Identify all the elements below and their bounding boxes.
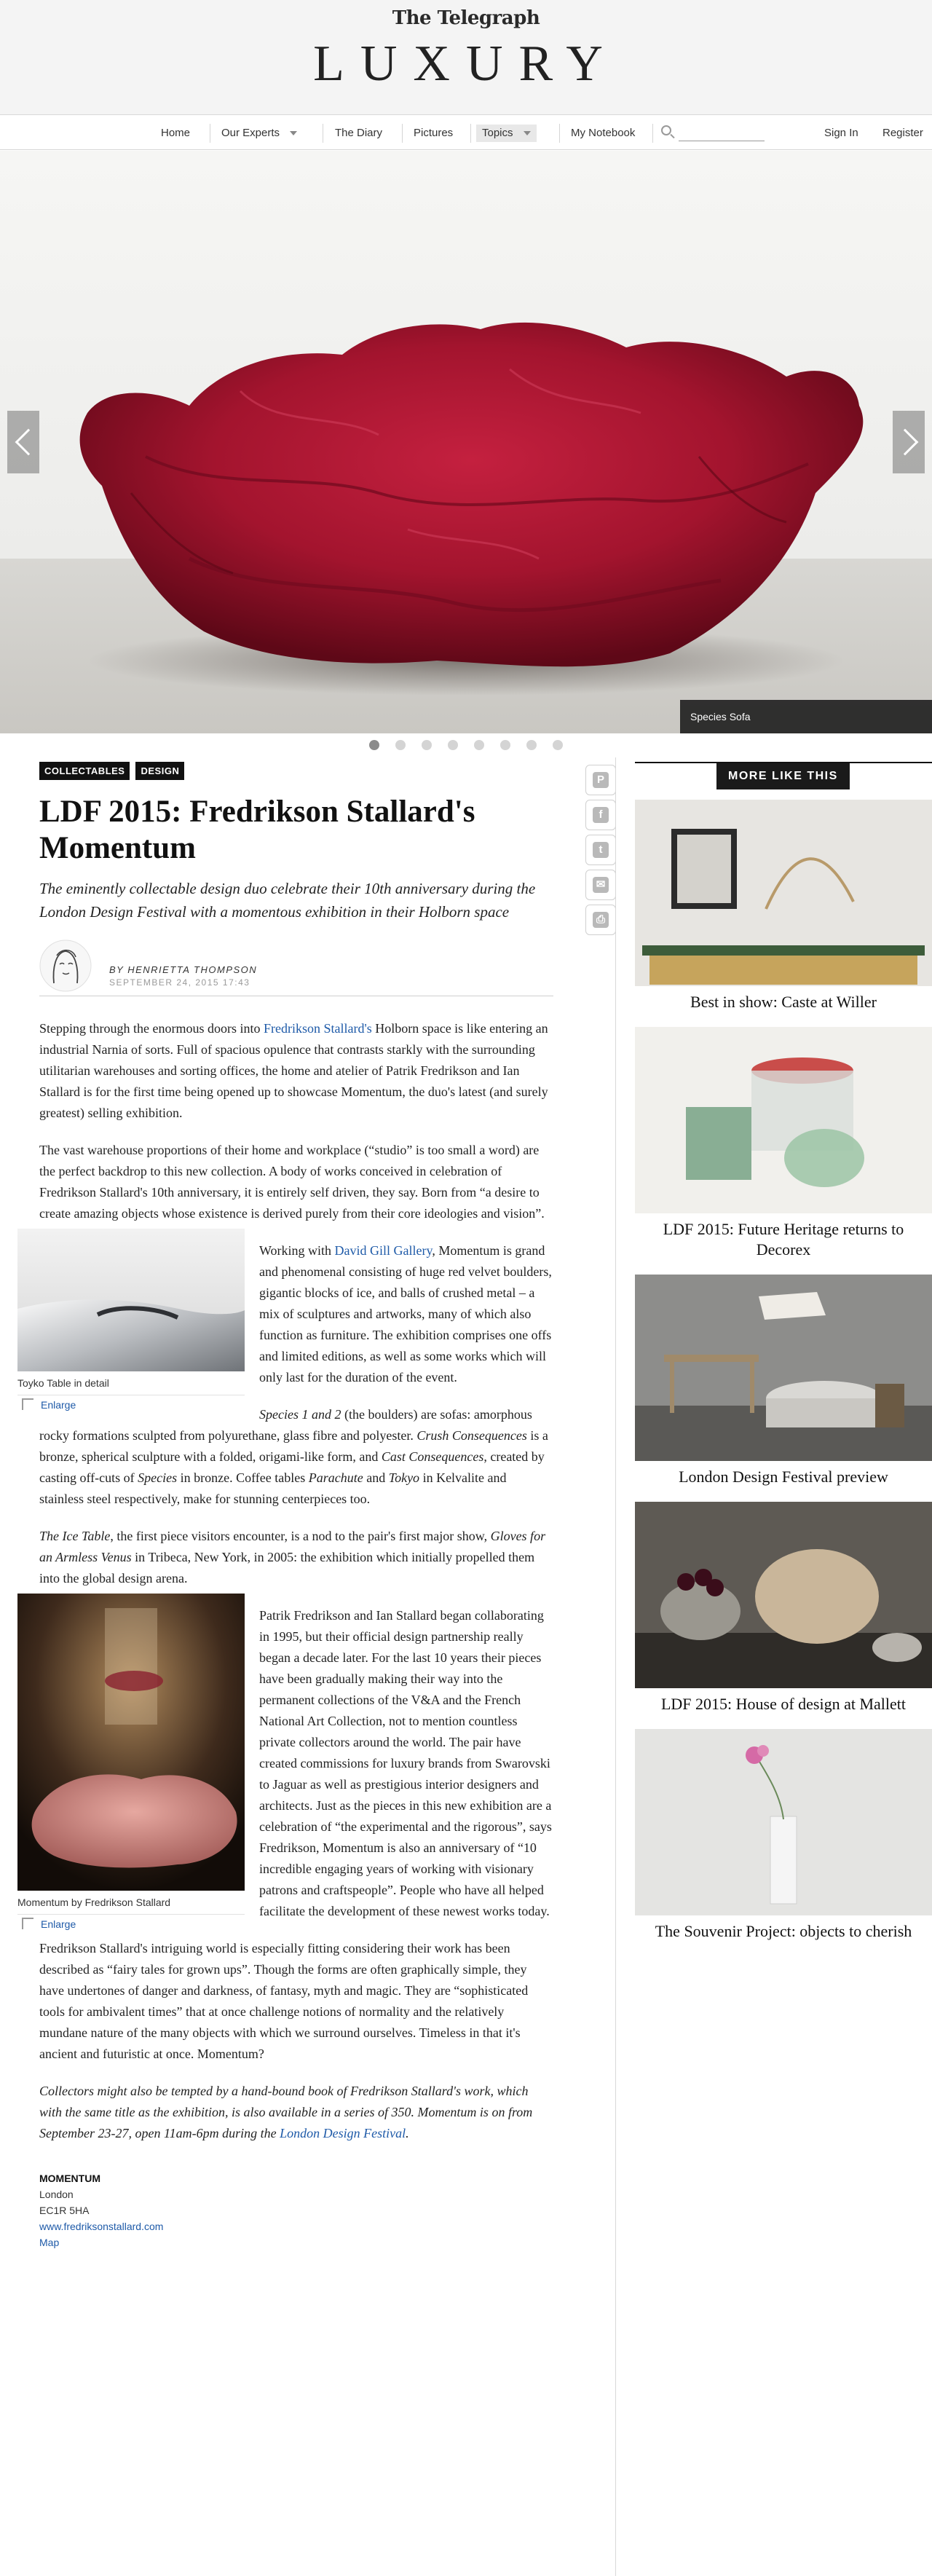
byline — [39, 935, 553, 996]
chevron-down-icon — [290, 131, 297, 135]
nav-my-notebook[interactable]: My Notebook — [571, 127, 636, 139]
share-rail — [585, 765, 616, 940]
event-title: MOMENTUM — [39, 2173, 100, 2184]
nav-separator — [559, 124, 560, 143]
related-card[interactable] — [635, 1275, 932, 1492]
fredrikson-stallard-link[interactable]: Fredrikson Stallard's — [263, 1021, 372, 1036]
related-title[interactable]: LDF 2015: Future Heritage returns to Decorex — [663, 1220, 904, 1259]
event-postcode: EC1R 5HA — [39, 2205, 90, 2216]
nav-separator — [470, 124, 471, 143]
text-run: and — [363, 1470, 389, 1485]
article-headline: LDF 2015: Fredrikson Stallard's Momentum — [39, 795, 475, 865]
event-city: London — [39, 2189, 74, 2200]
related-title[interactable]: The Souvenir Project: objects to cherish — [655, 1922, 912, 1940]
article-tags — [39, 762, 553, 782]
facebook-share-button[interactable] — [585, 800, 616, 830]
text-run: Species — [138, 1470, 178, 1485]
paragraph: Patrik Fredrikson and Ian Stallard began collaborating in 1995, but their official design partnership really began a decade later. For the last 10 years their pieces have been gradually making their way into the permanent collections of the V&A and the French National Art Collection, not to mention countless private collectors around the world. The pair have created commissions for luxury brands from Swarovski to Jaguar as well as prestigious interior designers and architects. Just as the pieces in this new exhibition are a celebration of “the experimental and the rigorous”, says Fredrikson, Momentum is also an anniversary of “10 incredible engaging years of working with visionary patrons and craftspeople”. People who have all helped facilitate the development of these newest works today. — [259, 1608, 552, 1918]
next-slide-button[interactable] — [893, 411, 925, 473]
telegraph-logo[interactable]: The Telegraph — [392, 7, 540, 29]
related-thumbnail[interactable] — [635, 1275, 932, 1461]
nav-the-diary[interactable]: The Diary — [335, 127, 383, 139]
text-run: , Momentum is grand and phenomenal consisting of huge red velvet boulders, gigantic blocks of ice, and balls of crushed metal – a mix of sculptures and artworks, many of which also function as furniture. The exhibition comprises one offs and limited editions, as well as some works which will only last for the duration of the event. — [259, 1243, 552, 1384]
figure-tokyo-table — [17, 1229, 245, 1411]
pinterest-share-button[interactable] — [585, 765, 616, 795]
text-run: (the boulders) are sofas: amorphous rocky formations sculpted from polyurethane, glass fibre and polyester. — [39, 1407, 532, 1443]
figure-momentum — [17, 1594, 245, 1930]
pagination-dot[interactable] — [395, 740, 406, 750]
related-card[interactable] — [635, 1502, 932, 1719]
related-thumbnail[interactable] — [635, 800, 932, 986]
pagination-dot[interactable] — [369, 740, 379, 750]
article-body — [17, 1018, 553, 2144]
pagination-dot[interactable] — [448, 740, 458, 750]
sign-in-link[interactable]: Sign In — [824, 127, 858, 139]
enlarge-label: Enlarge — [41, 1918, 76, 1930]
nav-pictures[interactable]: Pictures — [414, 127, 454, 139]
nav-home[interactable]: Home — [161, 127, 191, 139]
event-map-link[interactable]: Map — [39, 2237, 60, 2248]
paragraph: Fredrikson Stallard's intriguing world is especially fitting considering their work has been described as “fairy tales for grown ups”. Though the forms are often graphically simple, they have undertones of danger and darkness, of fantasy, myth and magic. They are “sophisticated tools for ambivalent times” that at once challenge notions of normality and the relatively mundane nature of the many objects with which we surround ourselves. Timeless in that it's ancient and futuristic at once. Momentum? — [39, 1941, 529, 2061]
enlarge-button[interactable] — [17, 1395, 245, 1411]
twitter-share-button[interactable] — [585, 835, 616, 865]
enlarge-button[interactable] — [17, 1914, 245, 1930]
nav-our-experts-label: Our Experts — [221, 127, 280, 139]
event-website-link[interactable]: www.fredriksonstallard.com — [39, 2221, 164, 2232]
related-card[interactable] — [635, 1729, 932, 1946]
print-icon: ⎙ — [593, 912, 609, 928]
text-run: Tokyo — [388, 1470, 420, 1485]
more-like-this-title: MORE LIKE THIS — [716, 763, 850, 789]
text-run: Collectors might also be tempted by a hand-bound book of Fredrikson Stallard's work, which with the same title as the exhibition, is also available in a series of 350. Momentum is on from September 23-27, open 11am-6pm during the — [39, 2084, 533, 2140]
nav-separator — [402, 124, 403, 143]
facebook-icon: f — [593, 807, 609, 823]
luxury-section-title[interactable]: LUXURY — [313, 36, 619, 92]
pagination-dot[interactable] — [422, 740, 432, 750]
text-run: , created by casting off-cuts of — [39, 1449, 545, 1485]
publish-date: SEPTEMBER 24, 2015 17:43 — [109, 977, 250, 988]
search-icon[interactable] — [661, 125, 671, 135]
main-navigation — [0, 117, 932, 150]
article — [17, 762, 553, 2250]
pagination-dot[interactable] — [500, 740, 510, 750]
tag-collectables[interactable]: COLLECTABLES — [39, 762, 130, 780]
author-name[interactable]: BY HENRIETTA THOMPSON — [109, 964, 258, 975]
expand-icon — [22, 1918, 33, 1929]
tokyo-table-image[interactable] — [17, 1229, 245, 1371]
email-share-button[interactable] — [585, 870, 616, 900]
author-avatar[interactable] — [39, 940, 92, 992]
pagination-dot[interactable] — [553, 740, 563, 750]
hero-caption: Species Sofa — [680, 700, 932, 733]
text-run: . — [406, 2126, 409, 2140]
nav-topics-label: Topics — [482, 127, 513, 139]
related-title[interactable]: London Design Festival preview — [679, 1468, 888, 1486]
column-divider — [615, 757, 616, 2576]
related-card[interactable] — [635, 1027, 932, 1264]
related-title[interactable]: Best in show: Caste at Willer — [690, 993, 877, 1011]
figure-caption: Toyko Table in detail — [17, 1377, 109, 1389]
text-run: Parachute — [308, 1470, 363, 1485]
gallery-pagination — [0, 740, 932, 753]
london-design-festival-link[interactable]: London Design Festival — [280, 2126, 406, 2140]
text-run: in bronze. Coffee tables — [177, 1470, 309, 1485]
text-run: is a bronze, spherical sculpture with a folded, origami-like form, and — [39, 1428, 548, 1464]
text-run: Gloves for an Armless Venus — [39, 1529, 546, 1564]
figure-caption: Momentum by Fredrikson Stallard — [17, 1896, 171, 1908]
text-run: Cast Consequences — [381, 1449, 484, 1464]
event-info — [39, 2170, 553, 2250]
hero-gallery — [0, 151, 932, 733]
text-run: in Tribeca, New York, in 2005: the exhibition which initially propelled them into the global design arena. — [39, 1550, 535, 1586]
text-run: Working with — [259, 1243, 335, 1258]
article-standfirst: The eminently collectable design duo celebrate their 10th anniversary during the London Design Festival with a momentous exhibition in their Holborn space — [39, 880, 536, 921]
related-title[interactable]: LDF 2015: House of design at Mallett — [660, 1695, 907, 1713]
paragraph — [39, 1526, 553, 1589]
chevron-right-icon — [892, 429, 919, 456]
search-input[interactable] — [679, 125, 765, 141]
pagination-dot[interactable] — [474, 740, 484, 750]
paragraph — [39, 2081, 553, 2144]
paragraph — [39, 1018, 553, 1124]
chevron-left-icon — [15, 429, 42, 456]
pagination-dot[interactable] — [526, 740, 537, 750]
tag-design[interactable]: DESIGN — [135, 762, 184, 780]
text-run: , the first piece visitors encounter, is a nod to the pair's first major show, — [110, 1529, 491, 1543]
species-sofa-image — [0, 151, 932, 733]
nav-our-experts[interactable] — [216, 125, 303, 142]
chevron-down-icon — [524, 131, 531, 135]
more-like-this-header — [635, 762, 932, 789]
text-run: in Kelvalite and stainless steel respectively, make for stunning centerpieces too. — [39, 1470, 507, 1506]
register-link[interactable]: Register — [882, 127, 923, 139]
email-icon: ✉ — [593, 877, 609, 893]
text-run: Species 1 and 2 — [259, 1407, 341, 1422]
text-run: The Ice Table — [39, 1529, 111, 1543]
nav-separator — [652, 124, 653, 143]
masthead — [0, 0, 932, 115]
nav-topics[interactable] — [476, 125, 537, 142]
related-thumbnail[interactable] — [635, 1502, 932, 1688]
text-run: Stepping through the enormous doors into — [39, 1021, 264, 1036]
pinterest-icon: P — [593, 772, 609, 788]
paragraph — [39, 1404, 553, 1510]
print-button[interactable] — [585, 905, 616, 935]
related-thumbnail[interactable] — [635, 1027, 932, 1213]
more-like-this — [635, 762, 932, 1946]
david-gill-gallery-link[interactable]: David Gill Gallery — [334, 1243, 433, 1258]
paragraph: The vast warehouse proportions of their home and workplace (“studio” is too small a word) are the perfect backdrop to this new collection. A body of works conceived in celebration of Fredrikson Stallard's 10th anniversary, it is entirely self driven, they say. Born from “a desire to create amazing objects whose existence is derived purely from their core ideologies and vision”. — [39, 1143, 545, 1221]
text-run: Crush Consequences — [416, 1428, 527, 1443]
enlarge-label: Enlarge — [41, 1399, 76, 1411]
expand-icon — [22, 1398, 33, 1410]
text-run: Holborn space is like entering an industrial Narnia of sorts. Full of spacious opulence that contrasts starkly with the surrounding utilitarian warehouses and sorting offices, the home and atelier of Patrik Fredrikson and Ian Stallard is for the first time being opened up to showcase Momentum, the duo's latest (and surely greatest) selling exhibition. — [39, 1021, 548, 1120]
previous-slide-button[interactable] — [7, 411, 39, 473]
momentum-exhibition-image[interactable] — [17, 1594, 245, 1891]
twitter-icon: t — [593, 842, 609, 858]
related-card[interactable] — [635, 800, 932, 1017]
related-thumbnail[interactable] — [635, 1729, 932, 1915]
